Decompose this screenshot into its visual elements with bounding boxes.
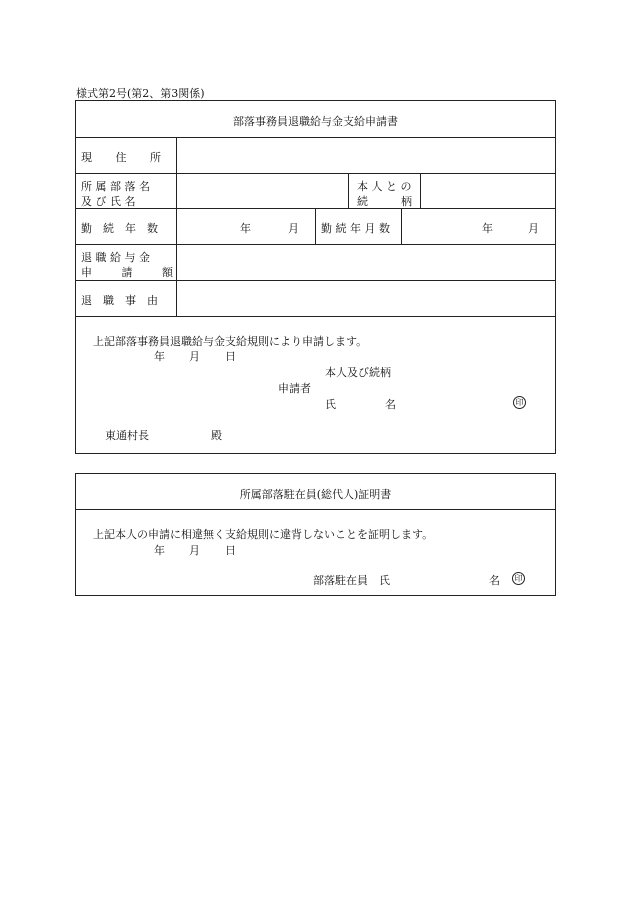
reason-label: 退 職 事 由 (81, 294, 158, 307)
addressee: 東通村長 (105, 429, 149, 442)
seal-icon: 印 (513, 396, 526, 409)
relation-field[interactable] (422, 175, 554, 206)
form-number: 様式第2号(第2、第3関係) (76, 87, 205, 100)
amount-label-line2: 申 請 額 (81, 266, 173, 279)
certificate-signer: 部落駐在員 氏 (313, 574, 390, 587)
address-field[interactable] (178, 139, 554, 171)
relation-label-line1: 本 人 と の (357, 180, 412, 193)
date-day-char: 日 (225, 544, 236, 557)
district-label-line1: 所 属 部 落 名 (81, 180, 150, 193)
relation-line-label: 本人及び続柄 (325, 366, 391, 379)
address-label: 現 住 所 (81, 151, 162, 164)
district-name-field[interactable] (178, 175, 346, 206)
years-service-label: 勤 続 年 数 (81, 222, 158, 235)
column-divider (420, 173, 421, 208)
district-label-line2: 及 び 氏 名 (81, 195, 136, 208)
applicant-label: 申請者 (278, 382, 311, 395)
year-char: 年 (482, 222, 493, 235)
date-day-char: 日 (225, 350, 236, 363)
date-year-char: 年 (154, 544, 165, 557)
amount-field[interactable] (178, 246, 554, 278)
label-column-divider (176, 137, 177, 316)
row-divider (75, 244, 556, 245)
amount-label-line1: 退 職 給 与 金 (81, 251, 150, 264)
date-year-char: 年 (154, 350, 165, 363)
column-divider (401, 208, 402, 244)
certificate-divider (75, 509, 556, 510)
reason-field[interactable] (178, 282, 554, 314)
date-month-char: 月 (189, 544, 200, 557)
name-mei-char: 名 (385, 398, 396, 411)
certificate-title: 所属部落駐在員(総代人)証明書 (239, 488, 392, 501)
certificate-name-mei-char: 名 (489, 574, 500, 587)
month-char: 月 (288, 222, 299, 235)
row-divider (75, 173, 556, 174)
month-char: 月 (528, 222, 539, 235)
certificate-statement: 上記本人の申請に相違無く支給規則に違背しないことを証明します。 (93, 528, 434, 541)
years-months-label: 勤 続 年 月 数 (321, 222, 390, 235)
application-title: 部落事務員退職給与金支給申請書 (233, 115, 398, 128)
name-shi-char: 氏 (325, 398, 336, 411)
application-statement: 上記部落事務員退職給与金支給規則により申請します。 (93, 335, 368, 348)
certificate-seal-icon: 印 (512, 572, 525, 585)
year-char: 年 (240, 222, 251, 235)
row-divider (75, 137, 556, 138)
row-divider (75, 280, 556, 281)
row-divider (75, 316, 556, 317)
honorific: 殿 (211, 429, 222, 442)
date-month-char: 月 (189, 350, 200, 363)
column-divider (348, 173, 349, 208)
column-divider (315, 208, 316, 244)
relation-label-line2: 続 柄 (357, 195, 412, 208)
